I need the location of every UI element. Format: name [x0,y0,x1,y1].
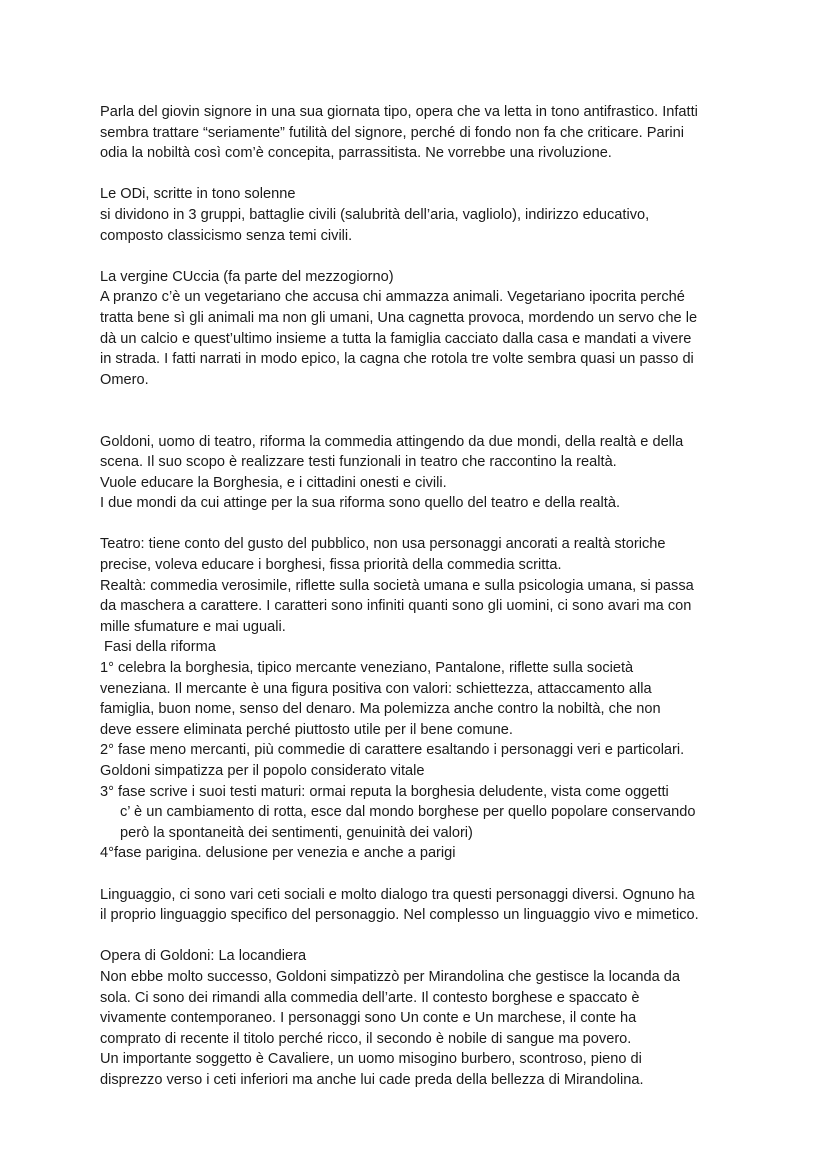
text-line: 2° fase meno mercanti, più commedie di carattere esaltando i personaggi veri e particolari. [100,742,685,759]
text-line: veneziana. Il mercante è una figura positiva con valori: schiettezza, attaccamento alla [100,680,652,697]
text-line: in strada. I fatti narrati in modo epico, la cagna che rotola tre volte sembra quasi un passo di [100,351,694,368]
text-line: odia la nobiltà così com’è concepita, parrassitista. Ne vorrebbe una rivoluzione. [100,145,612,162]
text-line: precise, voleva educare i borghesi, fissa priorità della commedia scritta. [100,557,562,574]
paragraph-odi [100,184,740,246]
text-line: famiglia, buon nome, senso del denaro. Ma polemizza anche contro la nobiltà, che non [100,701,661,718]
blank-line [100,246,740,267]
text-line: 4°fase parigina. delusione per venezia e anche a parigi [100,845,456,862]
text-line: I due mondi da cui attinge per la sua riforma sono quello del teatro e della realtà. [100,495,621,512]
text-line: Realtà: commedia verosimile, riflette sulla società umana e sulla psicologia umana, si passa [100,577,694,594]
paragraph-locandiera [100,946,740,1090]
text-line: Goldoni simpatizza per il popolo considerato vitale [100,763,425,779]
text-line: 3° fase scrive i suoi testi maturi: ormai reputa la borghesia deludente, vista come oggetti [100,783,669,800]
document-body [100,102,740,1091]
section-heading: Fasi della riforma [104,639,216,656]
text-line: Non ebbe molto successo, Goldoni simpatizzò per Mirandolina che gestisce la locanda da [100,968,681,985]
blank-line [100,514,740,535]
text-line: Goldoni, uomo di teatro, riforma la commedia attingendo da due mondi, della realtà e della [100,433,684,450]
text-line: Linguaggio, ci sono vari ceti sociali e molto dialogo tra questi personaggi diversi. Ognuno ha [100,886,695,903]
text-line: A pranzo c’è un vegetariano che accusa chi ammazza animali. Vegetariano ipocrita perché [100,289,685,306]
text-line: il proprio linguaggio specifico del personaggio. Nel complesso un linguaggio vivo e mimetico. [100,907,699,924]
text-line: c’ è un cambiamento di rotta, esce dal mondo borghese per quello popolare conservando [120,804,696,821]
text-line: composto classicismo senza temi civili. [100,227,353,244]
section-heading: Opera di Goldoni: La locandiera [100,948,307,965]
text-line: comprato di recente il titolo perché ricco, il secondo è nobile di sangue ma povero. [100,1030,632,1047]
blank-lines [100,390,740,431]
text-line: si dividono in 3 gruppi, battaglie civili (salubrità dell’aria, vagliolo), indirizzo educativo, [100,206,650,223]
text-line: scena. Il suo scopo è realizzare testi funzionali in teatro che raccontino la realtà. [100,454,617,471]
text-line: sola. Ci sono dei rimandi alla commedia dell’arte. Il contesto borghese e spaccato è [100,989,640,1006]
text-line: tratta bene sì gli animali ma non gli umani, Una cagnetta provoca, mordendo un servo che le [100,309,698,326]
text-line: Omero. [100,371,149,388]
paragraph-fasi-riforma [100,637,740,864]
blank-line [100,926,740,947]
text-line: Parla del giovin signore in una sua giornata tipo, opera che va letta in tono antifrastico. Infatti [100,104,698,120]
blank-line [100,864,740,885]
blank-line [100,164,740,185]
text-line: da maschera a carattere. I caratteri sono infiniti quanti sono gli uomini, ci sono avari ma con [100,598,692,615]
paragraph-goldoni-intro [100,432,740,514]
text-line: Teatro: tiene conto del gusto del pubblico, non usa personaggi ancorati a realtà storiche [100,536,666,553]
text-line: però la spontaneità dei sentimenti, genuinità dei valori) [120,824,473,841]
text-line: Un importante soggetto è Cavaliere, un uomo misogino burbero, scontroso, pieno di [100,1051,642,1068]
text-line: 1° celebra la borghesia, tipico mercante veneziano, Pantalone, riflette sulla società [100,660,634,677]
section-heading: Le ODi, scritte in tono solenne [100,186,296,203]
text-line: Vuole educare la Borghesia, e i cittadini onesti e civili. [100,474,447,491]
paragraph-linguaggio [100,885,740,926]
text-line: vivamente contemporaneo. I personaggi sono Un conte e Un marchese, il conte ha [100,1010,637,1027]
paragraph-parini-intro [100,102,740,164]
text-line: dà un calcio e quest’ultimo insieme a tutta la famiglia cacciato dalla casa e mandati a vivere [100,330,692,347]
text-line: mille sfumature e mai uguali. [100,618,286,635]
text-line: disprezzo verso i ceti inferiori ma anche lui cade preda della bellezza di Mirandolina. [100,1071,644,1088]
text-line: deve essere eliminata perché piuttosto utile per il bene comune. [100,721,513,738]
section-heading: La vergine CUccia (fa parte del mezzogiorno) [100,268,394,285]
paragraph-teatro-realta [100,534,740,637]
text-line: sembra trattare “seriamente” futilità del signore, perché di fondo non fa che criticare. Parini [100,124,685,141]
paragraph-vergine-cuccia [100,267,740,391]
